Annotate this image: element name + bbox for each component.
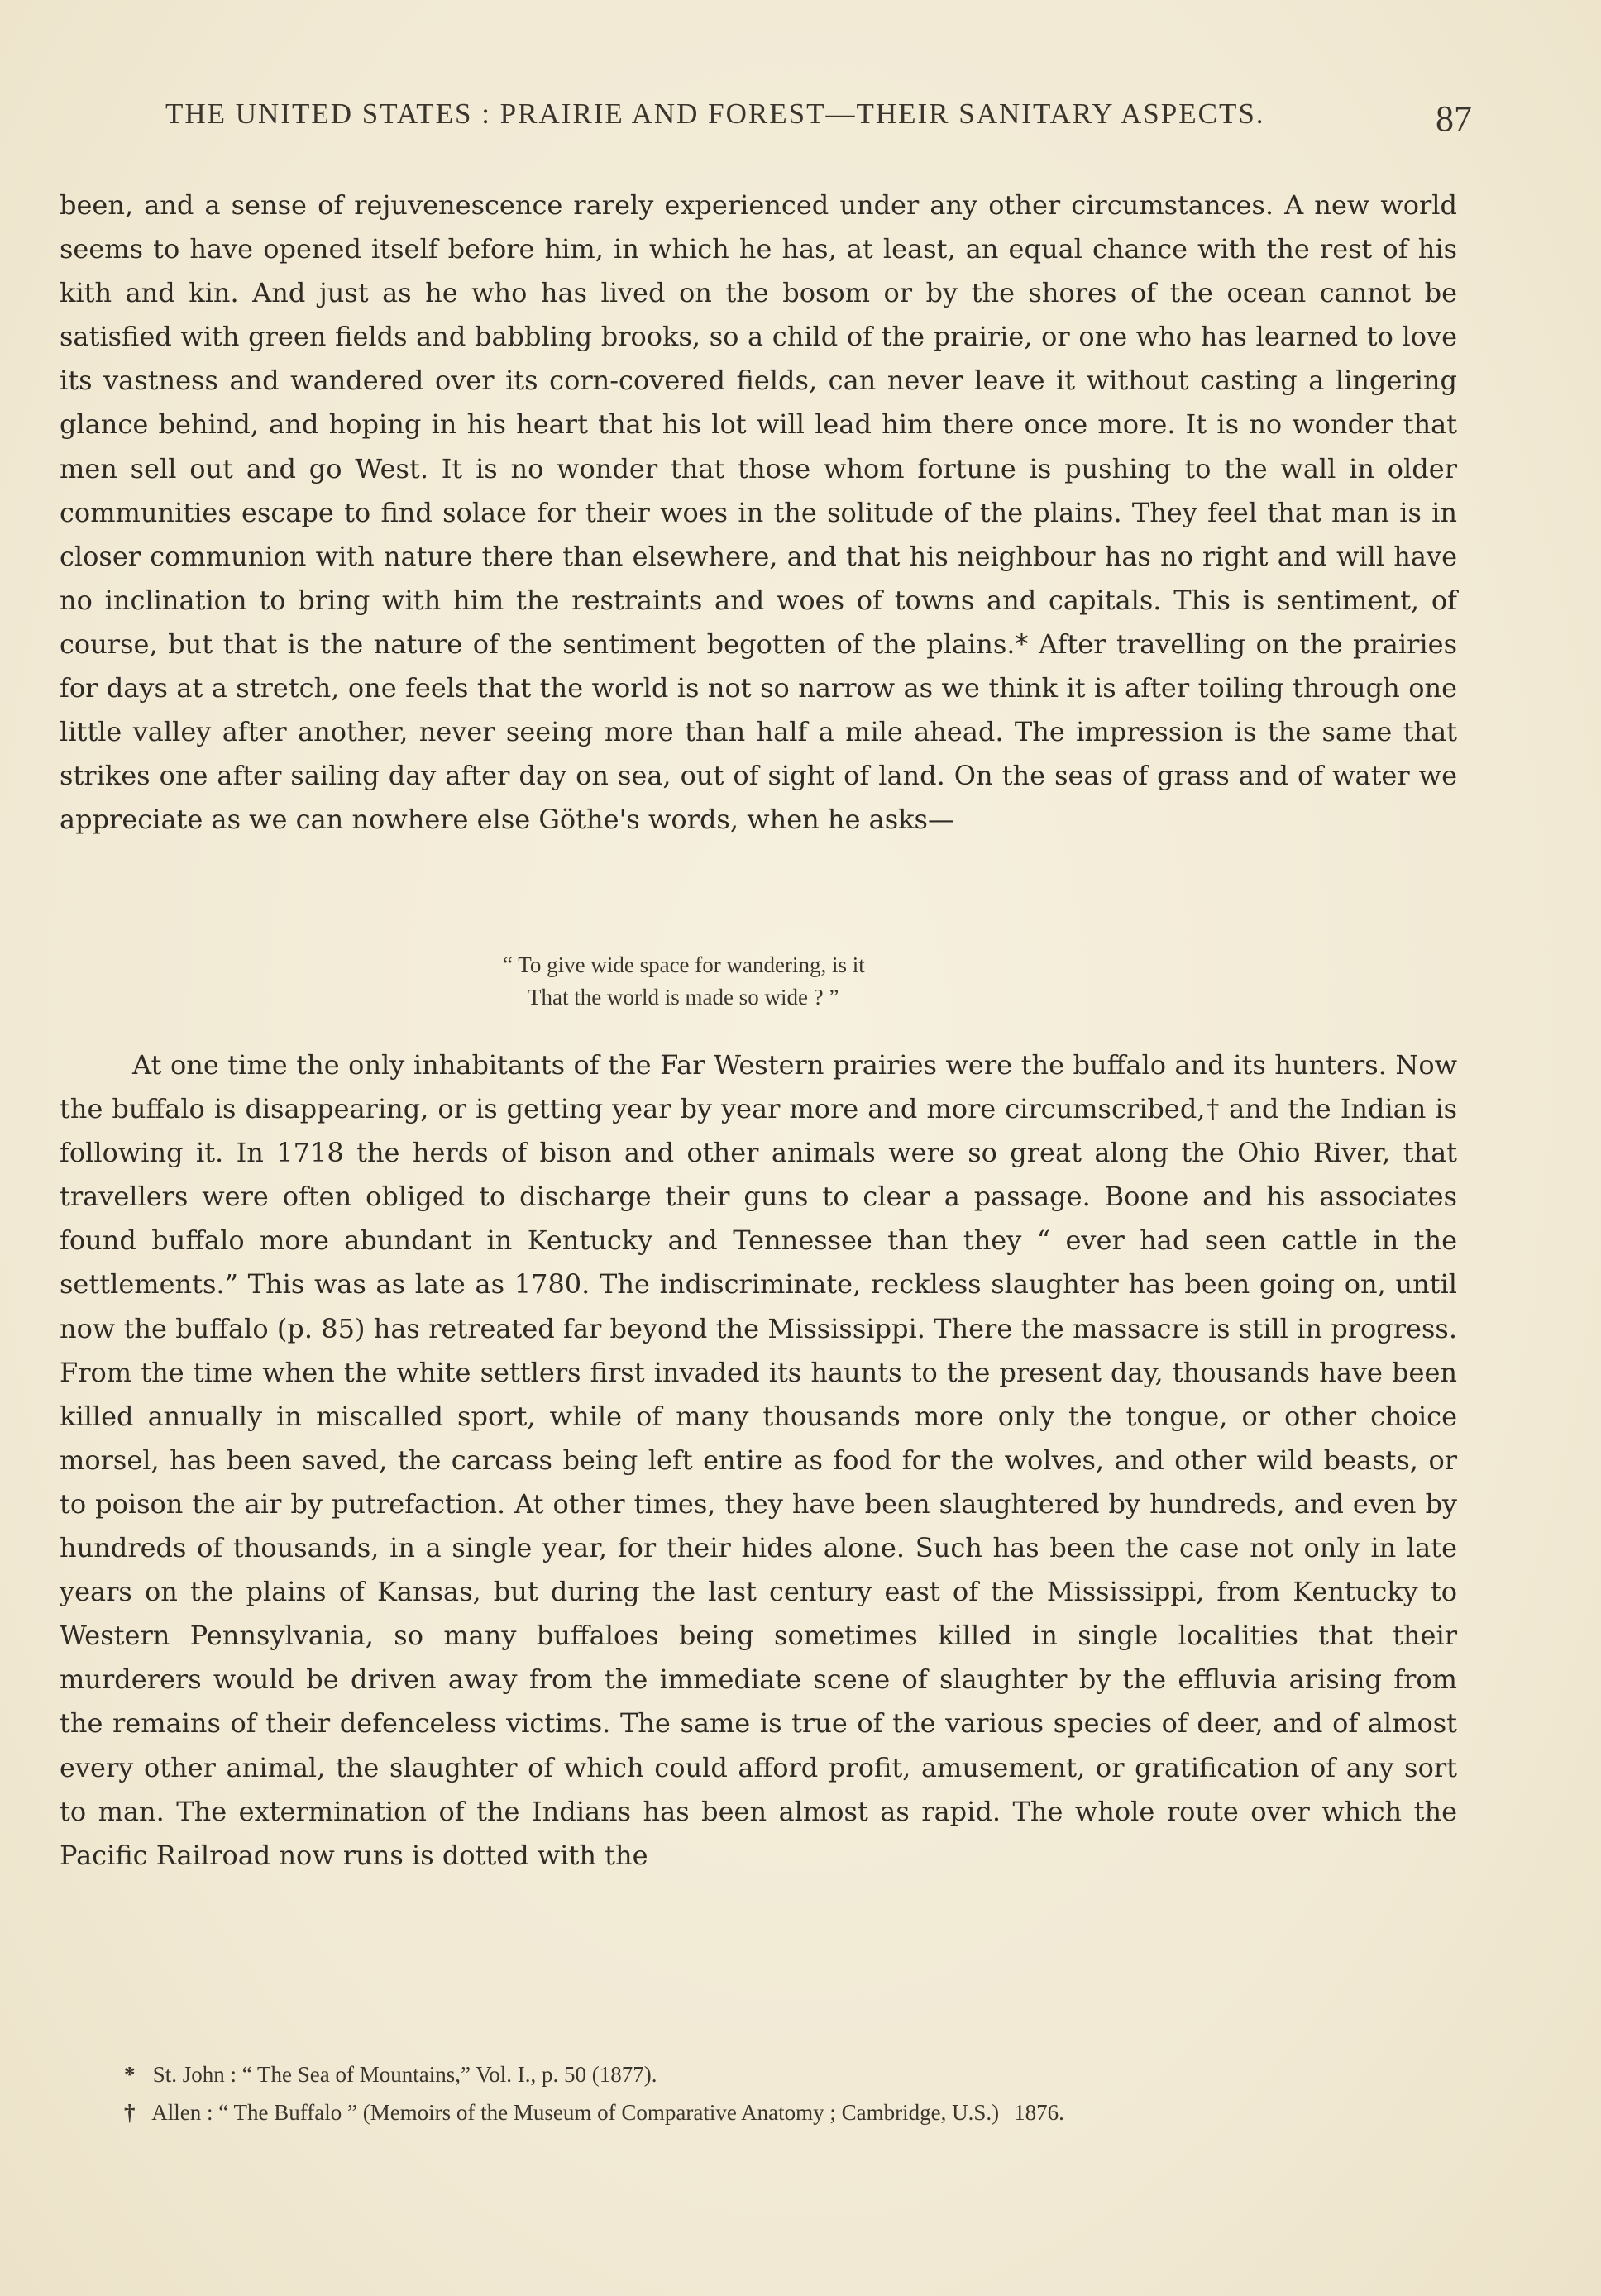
quote-line-1: “ To give wide space for wandering, is it — [503, 952, 865, 977]
paragraph-1-text: been, and a sense of rejuvenescence rarely experienced under any other circumstances. A new world seems to have opened itself before him, in which he has, at least, an equal chance with the rest of his kith and kin. And just as he who has lived on the bosom or by the shores of the ocean cannot be satisfied with green fields and babbling brooks, so a child of the prairie, or one who has learned to love its vastness and wandered over its corn-covered fields, can never leave it without casting a lingering glance behind, and hoping in his heart that his lot will lead him there once more. It is no wonder that men sell out and go West. It is no wonder that those whom fortune is pushing to the wall in older communities escape to find solace for their woes in the solitude of the plains. They feel that man is in closer communion with nature there than elsewhere, and that his neighbour has no right and will have no inclination to bring with him the restraints and woes of towns and capitals. This is sentiment, of course, but that is the nature of the sentiment begotten of the plains.* After travelling on the prairies for days at a stretch, one feels that the world is not so narrow as we think it is after toiling through one little valley after another, never seeing more than half a mile ahead. The impression is the same that strikes one after sailing day after day on sea, out of sight of land. On the seas of grass and of water we appreciate as we can nowhere else Göthe's words, when he asks— — [60, 189, 1457, 836]
footnote-1-mark: * — [124, 2062, 136, 2087]
paragraph-2-text: At one time the only inhabitants of the Far Western prairies were the buffalo and its hunters. Now the buffalo is disappearing, or is getting year by year more and more circumscribed,† and the Indian is following it. In 1718 the herds of bison and other animals were so great along the Ohio River, that travellers were often obliged to discharge their guns to clear a passage. Boone and his associates found buffalo more abundant in Kentucky and Tennessee than they “ ever had seen cattle in the settlements.” This was as late as 1780. The indiscriminate, reckless slaughter has been going on, until now the buffalo (p. 85) has retreated far beyond the Mississippi. There the massacre is still in progress. From the time when the white settlers first invaded its haunts to the present day, thousands have been killed annually in miscalled sport, while of many thousands more only the tongue, or other choice morsel, has been saved, the carcass being left entire as food for the wolves, and other wild beasts, or to poison the air by putrefaction. At other times, they have been slaughtered by hundreds, and even by hundreds of thousands, in a single year, for their hides alone. Such has been the case not only in late years on the plains of Kansas, but during the last century east of the Mississippi, from Kentucky to Western Pennsylvania, so many buffaloes being sometimes killed in single localities that their murderers would be driven away from the immediate scene of slaughter by the effluvia arising from the remains of their defenceless victims. The same is true of the various species of deer, and of almost every other animal, the slaughter of which could afford profit, amusement, or gratification of any sort to man. The extermination of the Indians has been almost as rapid. The whole route over which the Pacific Railroad now runs is dotted with the — [60, 1049, 1457, 1871]
footnotes — [124, 2055, 1447, 2131]
footnote-2-mark: † — [124, 2100, 136, 2125]
quote-line-2: That the world is made so wide ? ” — [528, 985, 839, 1010]
paragraph-2 — [60, 1043, 1457, 1878]
footnote-2 — [124, 2093, 1447, 2131]
verse-quotation — [463, 949, 1042, 1014]
page-number: 87 — [1436, 98, 1472, 139]
footnote-2-year: 1876. — [1014, 2100, 1064, 2125]
running-title: THE UNITED STATES : PRAIRIE AND FOREST—THEIR SANITARY ASPECTS. — [165, 98, 1265, 130]
paragraph-1 — [60, 184, 1457, 842]
footnote-2-text: Allen : “ The Buffalo ” (Memoirs of the Museum of Comparative Anatomy ; Cambridge, U.S.) — [151, 2100, 1000, 2125]
footnote-1 — [124, 2055, 1447, 2093]
footnote-1-text: St. John : “ The Sea of Mountains,” Vol. I., p. 50 (1877). — [152, 2062, 657, 2087]
running-head — [165, 98, 1472, 147]
